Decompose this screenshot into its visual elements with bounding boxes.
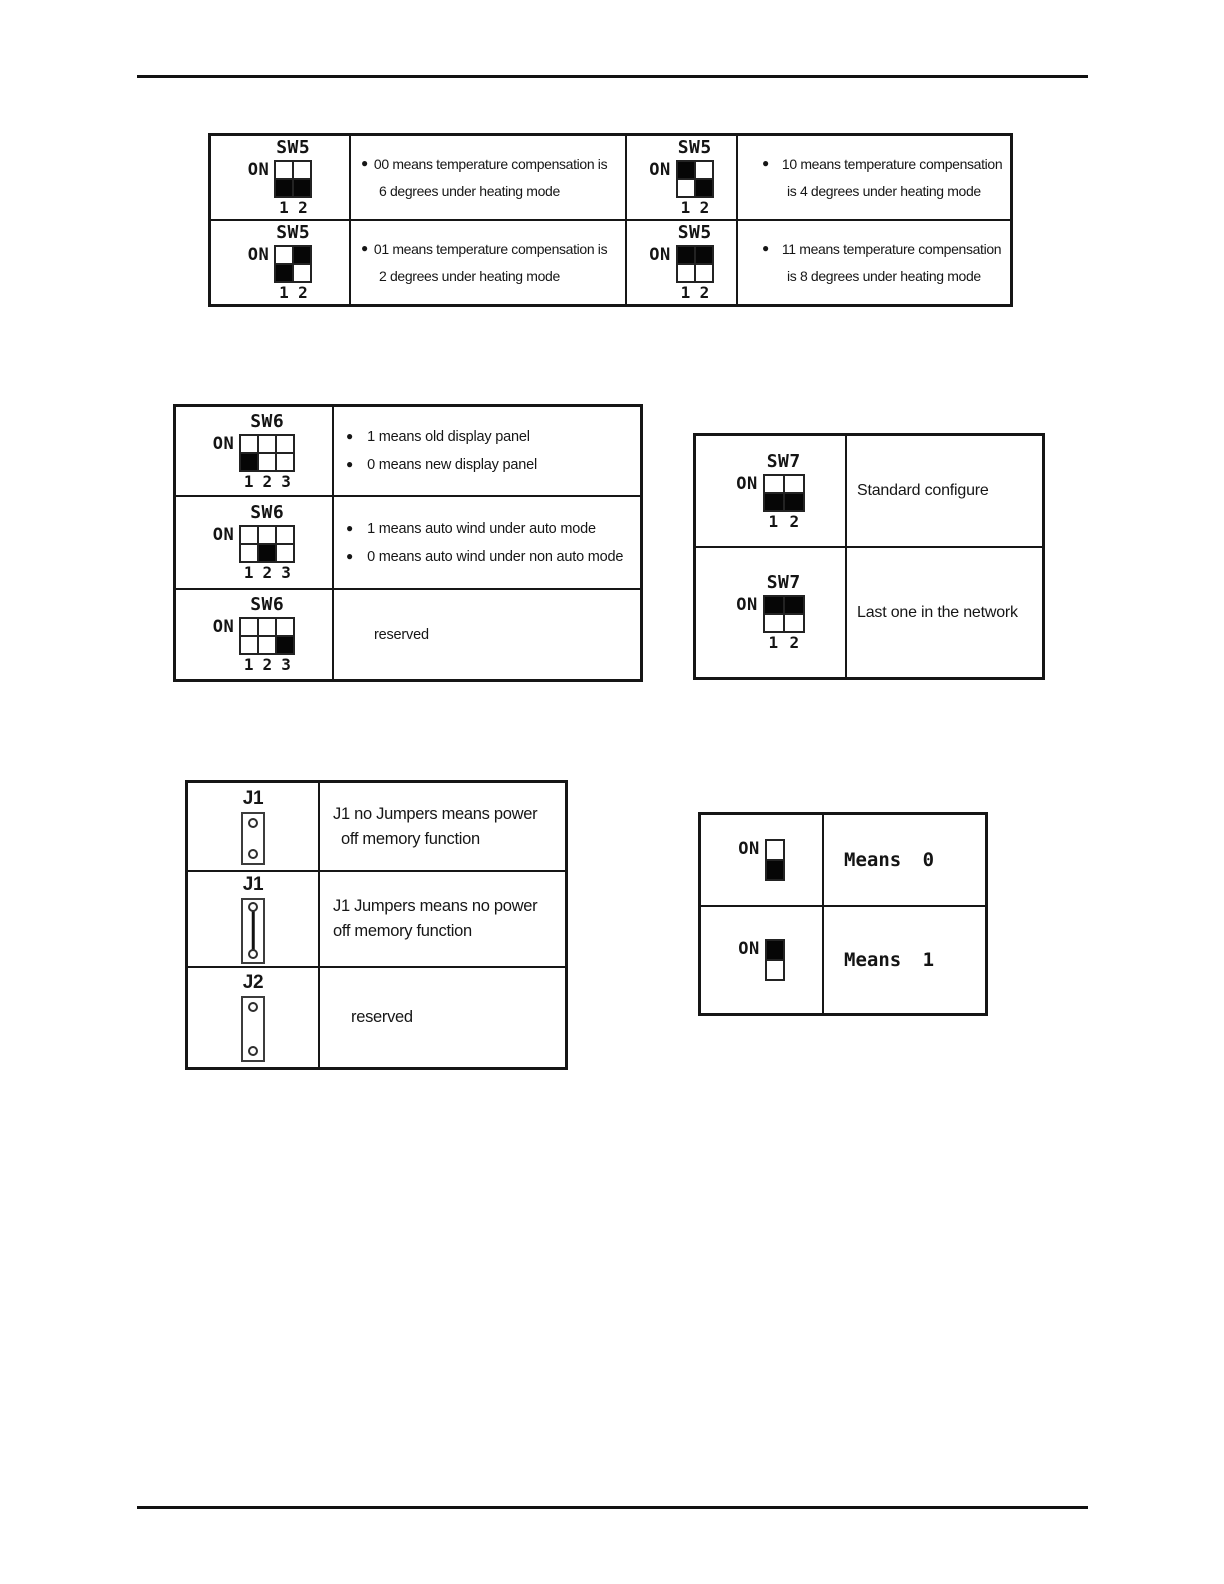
cell-text [847, 548, 1042, 677]
switch-down-empty [257, 635, 277, 655]
description-cell [824, 907, 985, 1013]
dip-pin-numbers [676, 199, 714, 217]
switch-up-empty [275, 617, 295, 637]
jumper-pin-icon [248, 849, 258, 859]
text-line [333, 919, 565, 944]
on-label: ON [738, 839, 760, 859]
diagram-cell [188, 872, 320, 968]
switch-up-empty [257, 617, 277, 637]
dip-switch-column [239, 525, 259, 563]
switch-down-position [274, 178, 294, 198]
text-line-content: 0 means auto wind under non auto mode [367, 548, 624, 565]
description-cell [320, 968, 565, 1067]
cell-text [334, 497, 640, 588]
diagram-cell [176, 590, 334, 679]
dip-switch-block [763, 474, 805, 512]
pin-number: 1 [680, 198, 690, 217]
dip-switch-column [257, 617, 277, 655]
switch-up-empty [275, 434, 295, 454]
jumper-config-table [185, 780, 568, 1070]
pin-number: 1 [768, 633, 778, 652]
bullet-icon: ● [361, 241, 368, 255]
switch-up-empty [694, 160, 714, 180]
dip-switch-column [239, 434, 259, 472]
text-line-content: Last one in the network [857, 603, 1018, 621]
switch-up-empty [257, 525, 277, 545]
description-cell [738, 136, 1010, 221]
diagram-cell [176, 407, 334, 497]
dip-switch-diagram [649, 223, 713, 302]
switch-down-empty [239, 543, 259, 563]
text-line-content: 0 means new display panel [367, 457, 537, 473]
pin-number: 3 [281, 471, 291, 491]
text-line-content: Standard configure [857, 482, 989, 499]
switch-up-position [292, 245, 312, 265]
text-line [346, 621, 640, 649]
on-label: ON [738, 939, 760, 959]
diagram-cell [701, 815, 824, 907]
text-line-content: 1 means auto wind under auto mode [367, 520, 596, 537]
bullet-icon: ● [762, 241, 769, 255]
cell-text [824, 907, 985, 1013]
sw5-config-table [208, 133, 1013, 307]
switch-up-position [765, 939, 785, 961]
on-label: ON [212, 617, 235, 637]
on-label: ON [736, 595, 758, 615]
text-line-content: 00 means temperature compensation is [373, 155, 608, 172]
dip-switch-block [765, 939, 785, 981]
switch-down-empty [676, 178, 696, 198]
pin-number: 1 [243, 471, 254, 491]
text-line-content: off memory function [333, 922, 472, 940]
cell-text [334, 407, 640, 495]
bullet-icon: ● [346, 457, 354, 471]
switch-up-empty [257, 434, 277, 454]
dip-pin-numbers [239, 564, 295, 582]
description-cell [847, 548, 1042, 677]
dip-pin-numbers [239, 473, 295, 491]
cell-text [847, 436, 1042, 546]
cell-text [351, 136, 625, 219]
switch-up-position [783, 595, 805, 615]
dip-pin-numbers [274, 199, 312, 217]
text-line [762, 178, 1010, 205]
dip-switch-block [274, 160, 312, 198]
sw6-config-table [173, 404, 643, 682]
cell-text [738, 136, 1010, 219]
switch-down-position [275, 635, 295, 655]
text-line-content: Means 0 [844, 849, 935, 871]
on-label: ON [212, 525, 235, 545]
dip-switch-column [275, 617, 295, 655]
dip-switch-diagram [248, 223, 312, 302]
description-cell [320, 872, 565, 968]
text-line [844, 949, 985, 971]
text-line [346, 423, 640, 451]
pin-number: 1 [680, 283, 690, 302]
pin-number: 2 [298, 283, 308, 302]
description-cell [351, 221, 627, 304]
jumper-header [241, 996, 265, 1062]
top-horizontal-rule [137, 75, 1088, 78]
bullet-icon: ● [346, 548, 354, 563]
dip-switch-column [274, 245, 294, 283]
jumper-wire-icon [252, 907, 255, 954]
dip-switch-column [765, 839, 785, 881]
dip-switch-name: SW7 [766, 572, 801, 593]
jumper-header [241, 812, 265, 865]
dip-switch-diagram [213, 595, 295, 674]
bullet-icon: ● [762, 156, 769, 170]
switch-down-empty [239, 635, 259, 655]
text-line-content: 1 means old display panel [367, 429, 530, 445]
text-line-content: J1 Jumpers means no power [333, 897, 538, 915]
diagram-cell [696, 436, 847, 548]
cell-text [320, 783, 565, 870]
switch-down-empty [676, 263, 696, 283]
dip-switch-block [239, 434, 295, 472]
dip-switch-diagram [213, 412, 295, 491]
switch-down-empty [292, 263, 312, 283]
dip-switch-column [765, 939, 785, 981]
diagram-cell [188, 968, 320, 1067]
dip-switch-block [763, 595, 805, 633]
on-label: ON [649, 160, 671, 180]
switch-up-empty [274, 160, 294, 180]
dip-pin-numbers [676, 284, 714, 302]
dip-switch-column [763, 474, 785, 512]
dip-switch-name: SW5 [276, 222, 311, 243]
text-line-content: is 4 degrees under heating mode [787, 182, 981, 199]
text-line [361, 151, 625, 178]
description-cell [334, 497, 640, 590]
sw7-config-table [693, 433, 1045, 680]
text-line [346, 451, 640, 479]
switch-down-empty [694, 263, 714, 283]
dip-switch-diagram [248, 138, 312, 217]
pin-number: 1 [768, 511, 778, 531]
dip-switch-name: SW5 [276, 137, 311, 158]
description-cell [824, 815, 985, 907]
switch-up-empty [239, 525, 259, 545]
switch-down-empty [783, 613, 805, 633]
dip-switch-block [239, 525, 295, 563]
text-line-content: reserved [374, 626, 429, 643]
dip-switch-column [275, 434, 295, 472]
on-label: ON [247, 160, 270, 180]
pin-number: 3 [281, 655, 291, 674]
switch-down-empty [765, 959, 785, 981]
switch-up-position [676, 160, 696, 180]
text-line [333, 802, 565, 827]
switch-down-empty [763, 613, 785, 633]
switch-up-empty [274, 245, 294, 265]
text-line [346, 515, 640, 543]
dip-switch-name: SW7 [766, 450, 801, 472]
dip-switch-name: SW5 [677, 222, 712, 243]
text-line [762, 263, 1010, 290]
text-line-content: 11 means temperature compensation [781, 240, 1002, 257]
description-cell [351, 136, 627, 221]
description-cell [334, 590, 640, 679]
cell-text [351, 221, 625, 304]
text-line-content: off memory function [341, 829, 480, 848]
text-line [857, 604, 1042, 622]
jumper-pin-icon [248, 818, 258, 828]
pin-number: 2 [699, 283, 709, 302]
description-cell [320, 783, 565, 872]
cell-text [824, 815, 985, 905]
dip-switch-diagram [649, 138, 713, 217]
dip-switch-name: SW6 [250, 594, 285, 615]
cell-text [320, 968, 565, 1067]
diagram-cell [696, 548, 847, 677]
switch-down-position [257, 543, 277, 563]
on-label: ON [736, 473, 758, 494]
pin-number: 1 [243, 655, 254, 674]
jumper-label: J1 [242, 787, 264, 809]
jumper-pin-icon [248, 1002, 258, 1012]
dip-switch-column [257, 525, 277, 563]
switch-down-position [765, 859, 785, 881]
bit-meaning-table [698, 812, 988, 1016]
dip-switch-column [676, 245, 696, 283]
switch-up-empty [292, 160, 312, 180]
switch-down-position [763, 492, 785, 512]
diagram-cell [211, 136, 351, 221]
switch-down-empty [257, 452, 277, 472]
text-line [857, 482, 1042, 500]
dip-switch-column [694, 160, 714, 198]
text-line-content: 6 degrees under heating mode [379, 182, 560, 199]
text-line [333, 827, 565, 852]
jumper-pin-icon [248, 949, 258, 959]
cell-text [738, 221, 1010, 304]
jumper-label: J1 [242, 873, 264, 895]
description-cell [847, 436, 1042, 548]
text-line-content: reserved [351, 1008, 413, 1026]
text-line [361, 236, 625, 263]
dip-pin-numbers [763, 634, 805, 652]
pin-number: 1 [243, 563, 254, 582]
switch-up-empty [765, 839, 785, 861]
dip-pin-numbers [274, 284, 312, 302]
switch-up-empty [239, 617, 259, 637]
text-line [844, 849, 985, 871]
switch-up-position [694, 245, 714, 265]
switch-up-position [676, 245, 696, 265]
dip-switch-column [783, 474, 805, 512]
dip-switch-name: SW5 [677, 137, 712, 158]
dip-switch-column [676, 160, 696, 198]
dip-switch-diagram [213, 503, 295, 582]
switch-up-position [763, 595, 785, 615]
switch-up-empty [275, 525, 295, 545]
jumper-diagram [241, 875, 265, 964]
dip-switch-name: SW6 [250, 502, 285, 523]
dip-switch-diagram [736, 452, 804, 531]
cell-text [334, 590, 640, 679]
on-label: ON [649, 245, 671, 265]
dip-switch-column [239, 617, 259, 655]
diagram-cell [176, 497, 334, 590]
bullet-icon: ● [361, 156, 368, 170]
dip-switch-column [292, 160, 312, 198]
text-line [762, 151, 1010, 178]
dip-switch-column [763, 595, 785, 633]
pin-number: 1 [279, 283, 289, 302]
dip-switch-column [783, 595, 805, 633]
diagram-cell [188, 783, 320, 872]
switch-up-empty [763, 474, 785, 494]
text-line [361, 263, 625, 290]
dip-switch-diagram [738, 939, 784, 981]
text-line [333, 1005, 565, 1030]
pin-number: 2 [262, 655, 272, 674]
dip-switch-block [676, 245, 714, 283]
jumper-label: J2 [242, 972, 264, 993]
switch-down-position [694, 178, 714, 198]
dip-pin-numbers [239, 656, 295, 674]
switch-down-position [239, 452, 259, 472]
jumper-pin-icon [248, 902, 258, 912]
dip-switch-column [274, 160, 294, 198]
bullet-icon: ● [346, 429, 354, 443]
dip-switch-block [274, 245, 312, 283]
cell-text [320, 872, 565, 966]
jumper-header [241, 898, 265, 964]
on-label: ON [247, 245, 270, 265]
diagram-cell [627, 136, 738, 221]
text-line-content: is 8 degrees under heating mode [787, 267, 981, 284]
pin-number: 2 [298, 198, 308, 217]
switch-down-position [783, 492, 805, 512]
dip-switch-column [275, 525, 295, 563]
text-line [361, 178, 625, 205]
pin-number: 2 [699, 198, 709, 217]
pin-number: 3 [281, 563, 291, 582]
text-line [346, 543, 640, 571]
jumper-diagram [241, 789, 265, 865]
pin-number: 2 [789, 633, 799, 652]
dip-switch-column [292, 245, 312, 283]
diagram-cell [701, 907, 824, 1013]
dip-switch-column [257, 434, 277, 472]
text-line-content: Means 1 [844, 949, 935, 971]
switch-down-position [274, 263, 294, 283]
text-line-content: J1 no Jumpers means power [333, 804, 538, 823]
switch-up-empty [783, 474, 805, 494]
pin-number: 2 [789, 511, 799, 531]
text-line [333, 894, 565, 919]
dip-switch-block [239, 617, 295, 655]
dip-switch-column [694, 245, 714, 283]
diagram-cell [211, 221, 351, 304]
switch-down-empty [275, 452, 295, 472]
diagram-cell [627, 221, 738, 304]
switch-down-position [292, 178, 312, 198]
on-label: ON [212, 433, 235, 454]
switch-down-empty [275, 543, 295, 563]
pin-number: 2 [262, 471, 272, 491]
dip-switch-block [676, 160, 714, 198]
description-cell [738, 221, 1010, 304]
switch-up-empty [239, 434, 259, 454]
text-line-content: 2 degrees under heating mode [379, 267, 560, 284]
text-line [762, 236, 1010, 263]
jumper-diagram [241, 973, 265, 1062]
dip-switch-diagram [736, 573, 804, 652]
pin-number: 2 [262, 563, 272, 582]
jumper-pin-icon [248, 1046, 258, 1056]
description-cell [334, 407, 640, 497]
text-line-content: 01 means temperature compensation is [373, 240, 608, 257]
dip-switch-diagram [738, 839, 784, 881]
text-line-content: 10 means temperature compensation [781, 155, 1003, 172]
dip-switch-name: SW6 [250, 410, 285, 432]
pin-number: 1 [279, 198, 289, 217]
dip-switch-block [765, 839, 785, 881]
bullet-icon: ● [346, 520, 354, 535]
bottom-horizontal-rule [137, 1506, 1088, 1509]
dip-pin-numbers [763, 513, 805, 531]
